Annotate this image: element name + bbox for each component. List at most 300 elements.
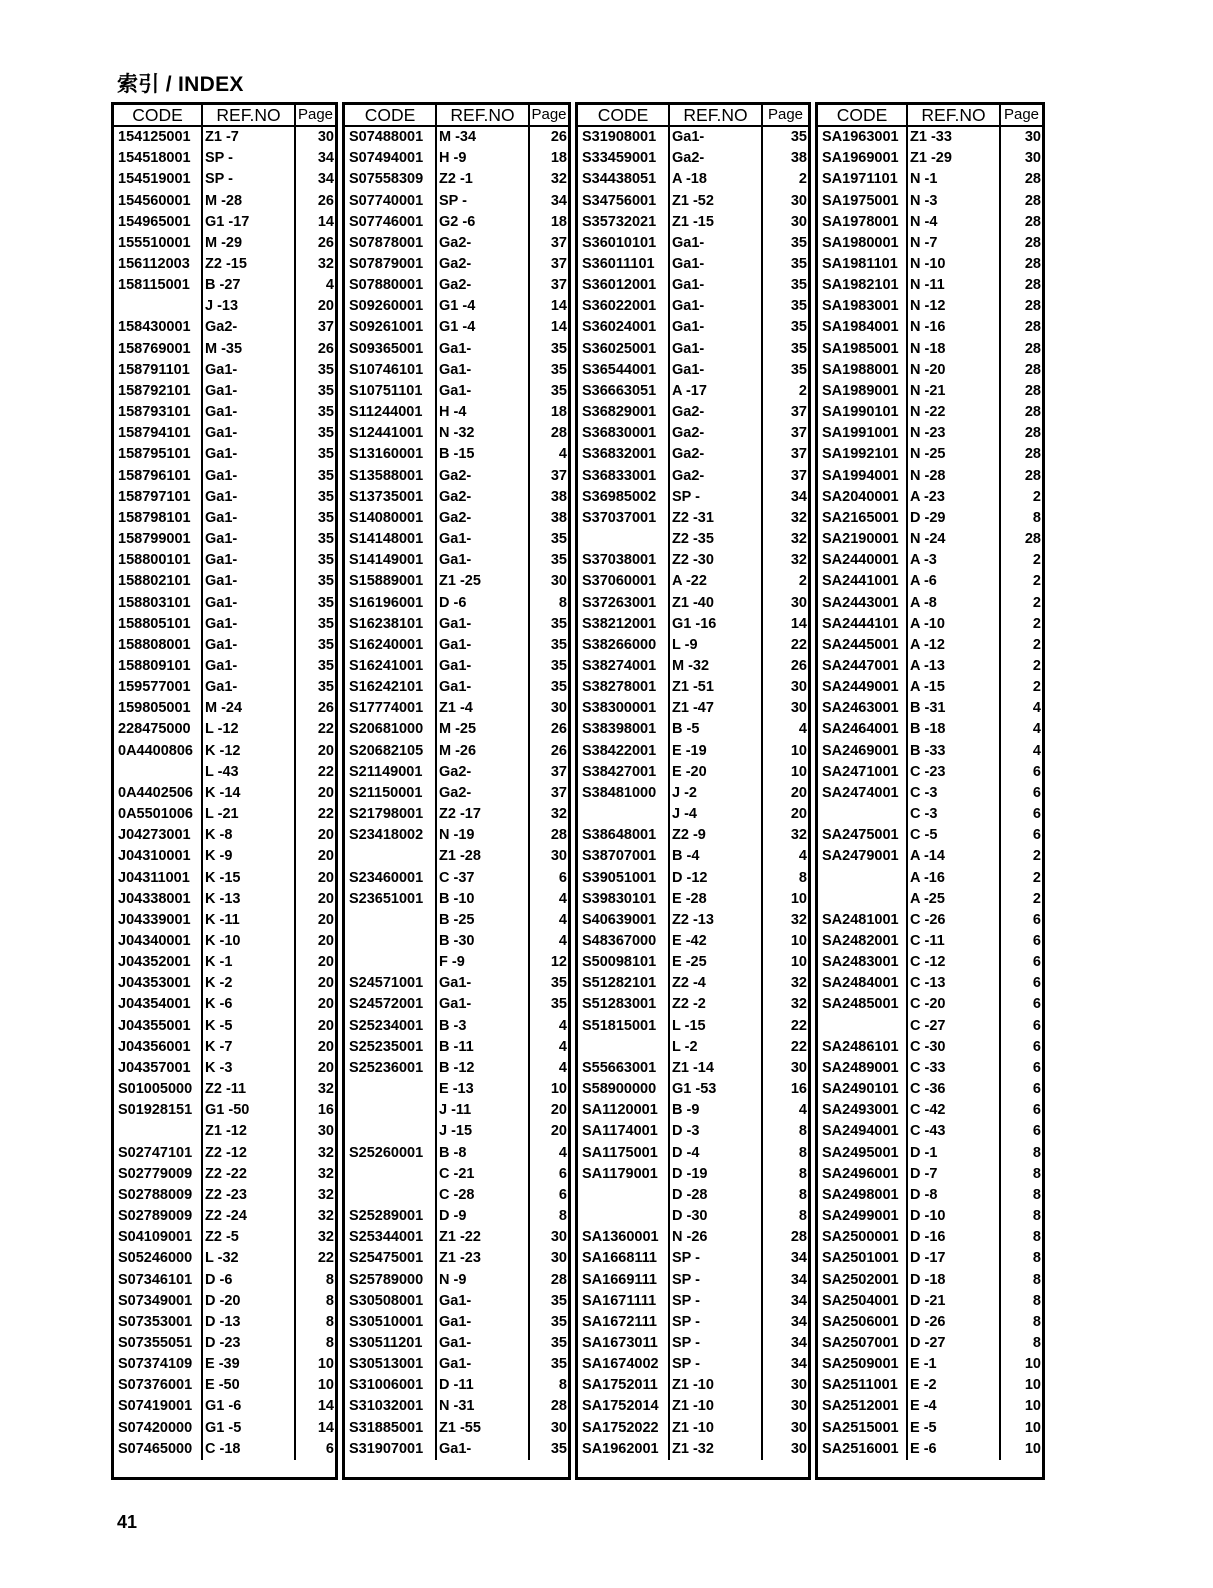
code-cell: S16196001 — [345, 592, 436, 613]
code-cell: SA2481001 — [818, 910, 907, 931]
table-row — [345, 1206, 568, 1227]
page-cell: 35 — [790, 361, 807, 378]
table-row — [345, 867, 568, 888]
page-cell: 8 — [325, 1313, 334, 1330]
page-cell: 32 — [790, 996, 807, 1013]
table-row — [114, 1396, 335, 1417]
table-row — [345, 614, 568, 635]
page-cell: 2 — [1032, 552, 1041, 569]
code-cell: 158795101 — [114, 444, 202, 465]
page-cell: 32 — [790, 827, 807, 844]
ref-cell: Ga1- — [436, 973, 529, 994]
ref-cell: Ga1- — [669, 360, 762, 381]
table-row — [114, 1227, 335, 1248]
page-cell: 16 — [790, 1081, 807, 1098]
code-cell: S10746101 — [345, 360, 436, 381]
code-cell — [114, 762, 202, 783]
table-row — [818, 1418, 1042, 1439]
page-cell: 35 — [790, 319, 807, 336]
table-row — [114, 423, 335, 444]
code-cell: S23460001 — [345, 867, 436, 888]
ref-cell: K -12 — [202, 741, 295, 762]
table-row — [114, 1058, 335, 1079]
code-cell: S01928151 — [114, 1100, 202, 1121]
ref-cell: N -20 — [907, 360, 1000, 381]
page-cell: 26 — [550, 742, 567, 759]
code-cell: SA2484001 — [818, 973, 907, 994]
table-row — [578, 1396, 808, 1417]
table-row — [345, 973, 568, 994]
page-cell: 35 — [317, 552, 334, 569]
page-cell: 6 — [1032, 1017, 1041, 1034]
code-cell: S39830101 — [578, 889, 669, 910]
code-cell: S31908001 — [578, 126, 669, 148]
code-cell: S51815001 — [578, 1016, 669, 1037]
table-row — [345, 931, 568, 952]
page-cell: 20 — [317, 742, 334, 759]
code-cell: S25289001 — [345, 1206, 436, 1227]
table-row — [345, 529, 568, 550]
table-row — [114, 1248, 335, 1269]
table-row — [578, 931, 808, 952]
table-row — [818, 1227, 1042, 1248]
code-cell: SA2494001 — [818, 1121, 907, 1142]
page-cell: 30 — [790, 1398, 807, 1415]
page-cell: 35 — [317, 404, 334, 421]
ref-cell: D -4 — [669, 1143, 762, 1164]
ref-cell: G1 -17 — [202, 212, 295, 233]
ref-cell: Ga1- — [436, 339, 529, 360]
table-row — [345, 1418, 568, 1439]
table-row — [578, 783, 808, 804]
page-cell: 35 — [317, 446, 334, 463]
table-row — [114, 889, 335, 910]
table-row — [345, 550, 568, 571]
table-row — [578, 1354, 808, 1375]
page-cell: 37 — [550, 234, 567, 251]
code-cell: SA1672111 — [578, 1312, 669, 1333]
table-row — [578, 1312, 808, 1333]
code-cell: SA2483001 — [818, 952, 907, 973]
table-row — [818, 994, 1042, 1015]
page-cell: 35 — [550, 657, 567, 674]
table-row — [114, 635, 335, 656]
code-cell: S07376001 — [114, 1375, 202, 1396]
code-cell: S38648001 — [578, 825, 669, 846]
page-cell: 6 — [558, 1165, 567, 1182]
code-cell: S37037001 — [578, 508, 669, 529]
code-cell: S16241001 — [345, 656, 436, 677]
code-cell: J04338001 — [114, 889, 202, 910]
page-cell: 34 — [550, 192, 567, 209]
page-cell: 6 — [1032, 763, 1041, 780]
ref-cell: SP - — [669, 1333, 762, 1354]
table-row — [345, 360, 568, 381]
ref-cell: Ga1- — [202, 423, 295, 444]
page-cell: 30 — [790, 594, 807, 611]
page-cell: 10 — [1024, 1356, 1041, 1373]
index-panel-3 — [575, 102, 811, 1480]
table-row — [114, 487, 335, 508]
code-cell: S38300001 — [578, 698, 669, 719]
ref-cell: Ga1- — [436, 635, 529, 656]
page-cell: 14 — [317, 1419, 334, 1436]
page-cell: 28 — [1024, 213, 1041, 230]
table-row — [114, 867, 335, 888]
code-cell: SA1983001 — [818, 296, 907, 317]
ref-cell: N -23 — [907, 423, 1000, 444]
code-cell: S25475001 — [345, 1248, 436, 1269]
code-cell: S20682105 — [345, 741, 436, 762]
ref-cell: N -28 — [907, 466, 1000, 487]
page-cell: 8 — [1032, 1271, 1041, 1288]
code-cell: S37263001 — [578, 592, 669, 613]
ref-cell: N -4 — [907, 212, 1000, 233]
page-cell: 2 — [1032, 488, 1041, 505]
page-cell: 14 — [317, 213, 334, 230]
page-cell: 20 — [550, 1123, 567, 1140]
page-cell: 35 — [550, 615, 567, 632]
table-row — [818, 402, 1042, 423]
table-row — [114, 783, 335, 804]
page-cell: 6 — [558, 869, 567, 886]
code-cell: SA1963001 — [818, 126, 907, 148]
page-cell: 30 — [790, 213, 807, 230]
table-row — [818, 635, 1042, 656]
table-row — [345, 402, 568, 423]
ref-cell: K -14 — [202, 783, 295, 804]
table-row — [818, 1354, 1042, 1375]
ref-cell: SP - — [669, 487, 762, 508]
page-cell: 20 — [550, 1102, 567, 1119]
page-cell: 28 — [1024, 192, 1041, 209]
code-cell: S34756001 — [578, 190, 669, 211]
table-row — [578, 1079, 808, 1100]
ref-cell: Z1 -14 — [669, 1058, 762, 1079]
ref-cell: C -3 — [907, 783, 1000, 804]
table-row — [114, 1121, 335, 1142]
page-cell: 20 — [317, 911, 334, 928]
page-cell: 20 — [317, 869, 334, 886]
table-row — [345, 719, 568, 740]
ref-cell: C -36 — [907, 1079, 1000, 1100]
code-cell: J04339001 — [114, 910, 202, 931]
page-cell: 28 — [1024, 531, 1041, 548]
code-cell: S38212001 — [578, 614, 669, 635]
page-cell: 35 — [317, 488, 334, 505]
ref-cell: N -24 — [907, 529, 1000, 550]
code-cell: S51282101 — [578, 973, 669, 994]
code-cell: S07419001 — [114, 1396, 202, 1417]
code-cell: SA1673011 — [578, 1333, 669, 1354]
ref-cell: Z2 -1 — [436, 169, 529, 190]
ref-cell: Ga1- — [669, 126, 762, 148]
ref-cell: A -8 — [907, 592, 1000, 613]
page-cell: 6 — [1032, 1059, 1041, 1076]
ref-cell: A -25 — [907, 889, 1000, 910]
ref-header: REF.NO — [907, 105, 1000, 126]
page-cell: 30 — [790, 1059, 807, 1076]
code-cell: S38427001 — [578, 762, 669, 783]
table-row — [578, 1227, 808, 1248]
code-cell: SA2501001 — [818, 1248, 907, 1269]
code-cell: S16240001 — [345, 635, 436, 656]
table-row — [114, 719, 335, 740]
ref-cell: N -16 — [907, 317, 1000, 338]
code-cell: 158808001 — [114, 635, 202, 656]
table-row — [345, 825, 568, 846]
table-row — [578, 1269, 808, 1290]
ref-cell: A -15 — [907, 677, 1000, 698]
page-cell: 30 — [550, 848, 567, 865]
table-row — [114, 1037, 335, 1058]
ref-cell: Ga1- — [436, 677, 529, 698]
ref-cell: Z1 -15 — [669, 212, 762, 233]
table-row — [818, 169, 1042, 190]
page-cell: 8 — [1032, 1313, 1041, 1330]
page-cell: 20 — [317, 1017, 334, 1034]
table-row — [578, 973, 808, 994]
page-cell: 4 — [558, 1144, 567, 1161]
page-cell: 8 — [798, 1123, 807, 1140]
page-cell: 32 — [790, 911, 807, 928]
page-cell: 10 — [1024, 1419, 1041, 1436]
ref-cell: N -12 — [907, 296, 1000, 317]
page-cell: 37 — [790, 425, 807, 442]
ref-cell: C -42 — [907, 1100, 1000, 1121]
page-cell: 14 — [317, 1398, 334, 1415]
page-cell: 28 — [1024, 256, 1041, 273]
table-row — [818, 1121, 1042, 1142]
page-cell: 35 — [317, 467, 334, 484]
table-row — [578, 656, 808, 677]
ref-cell: A -18 — [669, 169, 762, 190]
code-cell: J04310001 — [114, 846, 202, 867]
page-cell: 30 — [790, 192, 807, 209]
table-row — [818, 1079, 1042, 1100]
page-cell: 4 — [798, 848, 807, 865]
page-cell: 10 — [1024, 1398, 1041, 1415]
page-cell: 10 — [790, 742, 807, 759]
ref-cell: Ga1- — [436, 1333, 529, 1354]
table-row — [578, 402, 808, 423]
page-cell: 28 — [1024, 446, 1041, 463]
table-row — [818, 656, 1042, 677]
table-row — [578, 275, 808, 296]
page-cell: 30 — [790, 1377, 807, 1394]
table-row — [114, 571, 335, 592]
page-cell: 4 — [798, 1102, 807, 1119]
ref-cell: A -12 — [907, 635, 1000, 656]
ref-cell: Z2 -12 — [202, 1143, 295, 1164]
code-cell: S37038001 — [578, 550, 669, 571]
code-cell: J04354001 — [114, 994, 202, 1015]
page-cell: 18 — [550, 213, 567, 230]
code-cell — [345, 1164, 436, 1185]
page-cell: 2 — [798, 573, 807, 590]
table-row — [345, 444, 568, 465]
code-cell: S37060001 — [578, 571, 669, 592]
ref-cell: N -21 — [907, 381, 1000, 402]
ref-cell: E -50 — [202, 1375, 295, 1396]
ref-cell: Ga1- — [436, 529, 529, 550]
table-row — [578, 360, 808, 381]
table-row — [114, 1185, 335, 1206]
ref-cell: Ga1- — [436, 1354, 529, 1375]
page-cell: 35 — [317, 679, 334, 696]
code-cell: SA1990101 — [818, 402, 907, 423]
ref-cell: K -9 — [202, 846, 295, 867]
table-row — [818, 317, 1042, 338]
page-cell: 35 — [317, 594, 334, 611]
ref-cell: Ga1- — [202, 529, 295, 550]
ref-cell: Ga1- — [202, 360, 295, 381]
ref-cell: E -5 — [907, 1418, 1000, 1439]
index-table — [578, 105, 808, 1460]
ref-cell: Z1 -4 — [436, 698, 529, 719]
code-cell: SA2515001 — [818, 1418, 907, 1439]
table-row — [578, 444, 808, 465]
page-cell: 6 — [1032, 954, 1041, 971]
ref-cell: Z1 -22 — [436, 1227, 529, 1248]
code-cell: S31006001 — [345, 1375, 436, 1396]
page-cell: 10 — [1024, 1377, 1041, 1394]
code-cell: 155510001 — [114, 233, 202, 254]
ref-cell: SP - — [669, 1291, 762, 1312]
code-cell: S20681000 — [345, 719, 436, 740]
page-cell: 16 — [317, 1102, 334, 1119]
ref-cell: Ga1- — [436, 360, 529, 381]
code-cell: J04340001 — [114, 931, 202, 952]
table-row — [114, 1333, 335, 1354]
code-cell: S58900000 — [578, 1079, 669, 1100]
table-row — [818, 1164, 1042, 1185]
code-cell: 154519001 — [114, 169, 202, 190]
page-cell: 37 — [790, 467, 807, 484]
code-cell: S38266000 — [578, 635, 669, 656]
code-cell: S11244001 — [345, 402, 436, 423]
ref-cell: B -10 — [436, 889, 529, 910]
table-row — [578, 1143, 808, 1164]
page-cell: 34 — [317, 171, 334, 188]
table-row — [578, 317, 808, 338]
page-cell: 35 — [550, 679, 567, 696]
code-cell: J04356001 — [114, 1037, 202, 1058]
table-row — [345, 233, 568, 254]
table-row — [818, 825, 1042, 846]
page-cell: 38 — [550, 488, 567, 505]
code-cell: S30508001 — [345, 1291, 436, 1312]
page-cell: 30 — [550, 700, 567, 717]
table-row — [114, 360, 335, 381]
page-cell: 35 — [550, 361, 567, 378]
code-cell: SA1982101 — [818, 275, 907, 296]
page-cell: 37 — [550, 784, 567, 801]
code-cell: S25789000 — [345, 1269, 436, 1290]
table-row — [345, 339, 568, 360]
page-cell: 8 — [1032, 1186, 1041, 1203]
ref-cell: G1 -6 — [202, 1396, 295, 1417]
code-cell: SA2440001 — [818, 550, 907, 571]
code-cell: S07353001 — [114, 1312, 202, 1333]
code-cell: SA1174001 — [578, 1121, 669, 1142]
table-row — [345, 381, 568, 402]
code-cell: 158791101 — [114, 360, 202, 381]
ref-cell: D -20 — [202, 1291, 295, 1312]
page-cell: 2 — [798, 171, 807, 188]
page-cell: 28 — [550, 827, 567, 844]
code-cell: S10751101 — [345, 381, 436, 402]
page-cell: 10 — [1024, 1440, 1041, 1457]
code-cell — [114, 296, 202, 317]
ref-cell: G1 -5 — [202, 1418, 295, 1439]
page-cell: 20 — [317, 954, 334, 971]
ref-cell: M -28 — [202, 190, 295, 211]
ref-cell: G1 -53 — [669, 1079, 762, 1100]
code-cell: S24571001 — [345, 973, 436, 994]
table-row — [818, 444, 1042, 465]
code-cell: SA1752014 — [578, 1396, 669, 1417]
table-row — [114, 614, 335, 635]
code-header: CODE — [578, 105, 669, 126]
ref-cell: D -18 — [907, 1269, 1000, 1290]
ref-header: REF.NO — [669, 105, 762, 126]
ref-cell: Ga2- — [669, 444, 762, 465]
ref-cell: Z1 -33 — [907, 126, 1000, 148]
page-cell: 8 — [798, 1144, 807, 1161]
code-cell: S30510001 — [345, 1312, 436, 1333]
code-cell: SA1975001 — [818, 190, 907, 211]
code-cell: S09261001 — [345, 317, 436, 338]
code-cell — [345, 1079, 436, 1100]
ref-cell: C -27 — [907, 1016, 1000, 1037]
code-cell: SA2443001 — [818, 592, 907, 613]
code-cell: S36012001 — [578, 275, 669, 296]
ref-cell: A -3 — [907, 550, 1000, 571]
code-cell: SA2516001 — [818, 1439, 907, 1460]
table-row — [578, 1121, 808, 1142]
ref-cell: Z1 -10 — [669, 1418, 762, 1439]
code-cell: S13160001 — [345, 444, 436, 465]
table-row — [818, 677, 1042, 698]
code-cell: SA2444101 — [818, 614, 907, 635]
code-cell: SA2463001 — [818, 698, 907, 719]
ref-cell: C -21 — [436, 1164, 529, 1185]
ref-cell: B -25 — [436, 910, 529, 931]
table-row — [114, 1439, 335, 1460]
ref-cell: A -16 — [907, 867, 1000, 888]
index-table — [345, 105, 568, 1460]
table-row — [345, 804, 568, 825]
code-cell — [578, 1037, 669, 1058]
table-row — [818, 1016, 1042, 1037]
ref-cell: Z2 -4 — [669, 973, 762, 994]
code-cell: S21150001 — [345, 783, 436, 804]
code-cell: SA2040001 — [818, 487, 907, 508]
table-row — [345, 1248, 568, 1269]
page-cell: 10 — [790, 954, 807, 971]
page-cell: 2 — [1032, 573, 1041, 590]
code-cell: S12441001 — [345, 423, 436, 444]
code-cell: SA1671111 — [578, 1291, 669, 1312]
table-row — [818, 846, 1042, 867]
code-cell: S09260001 — [345, 296, 436, 317]
code-cell: SA2165001 — [818, 508, 907, 529]
page-cell: 35 — [550, 1356, 567, 1373]
code-cell: SA2509001 — [818, 1354, 907, 1375]
page-cell: 37 — [550, 277, 567, 294]
code-cell: J04357001 — [114, 1058, 202, 1079]
